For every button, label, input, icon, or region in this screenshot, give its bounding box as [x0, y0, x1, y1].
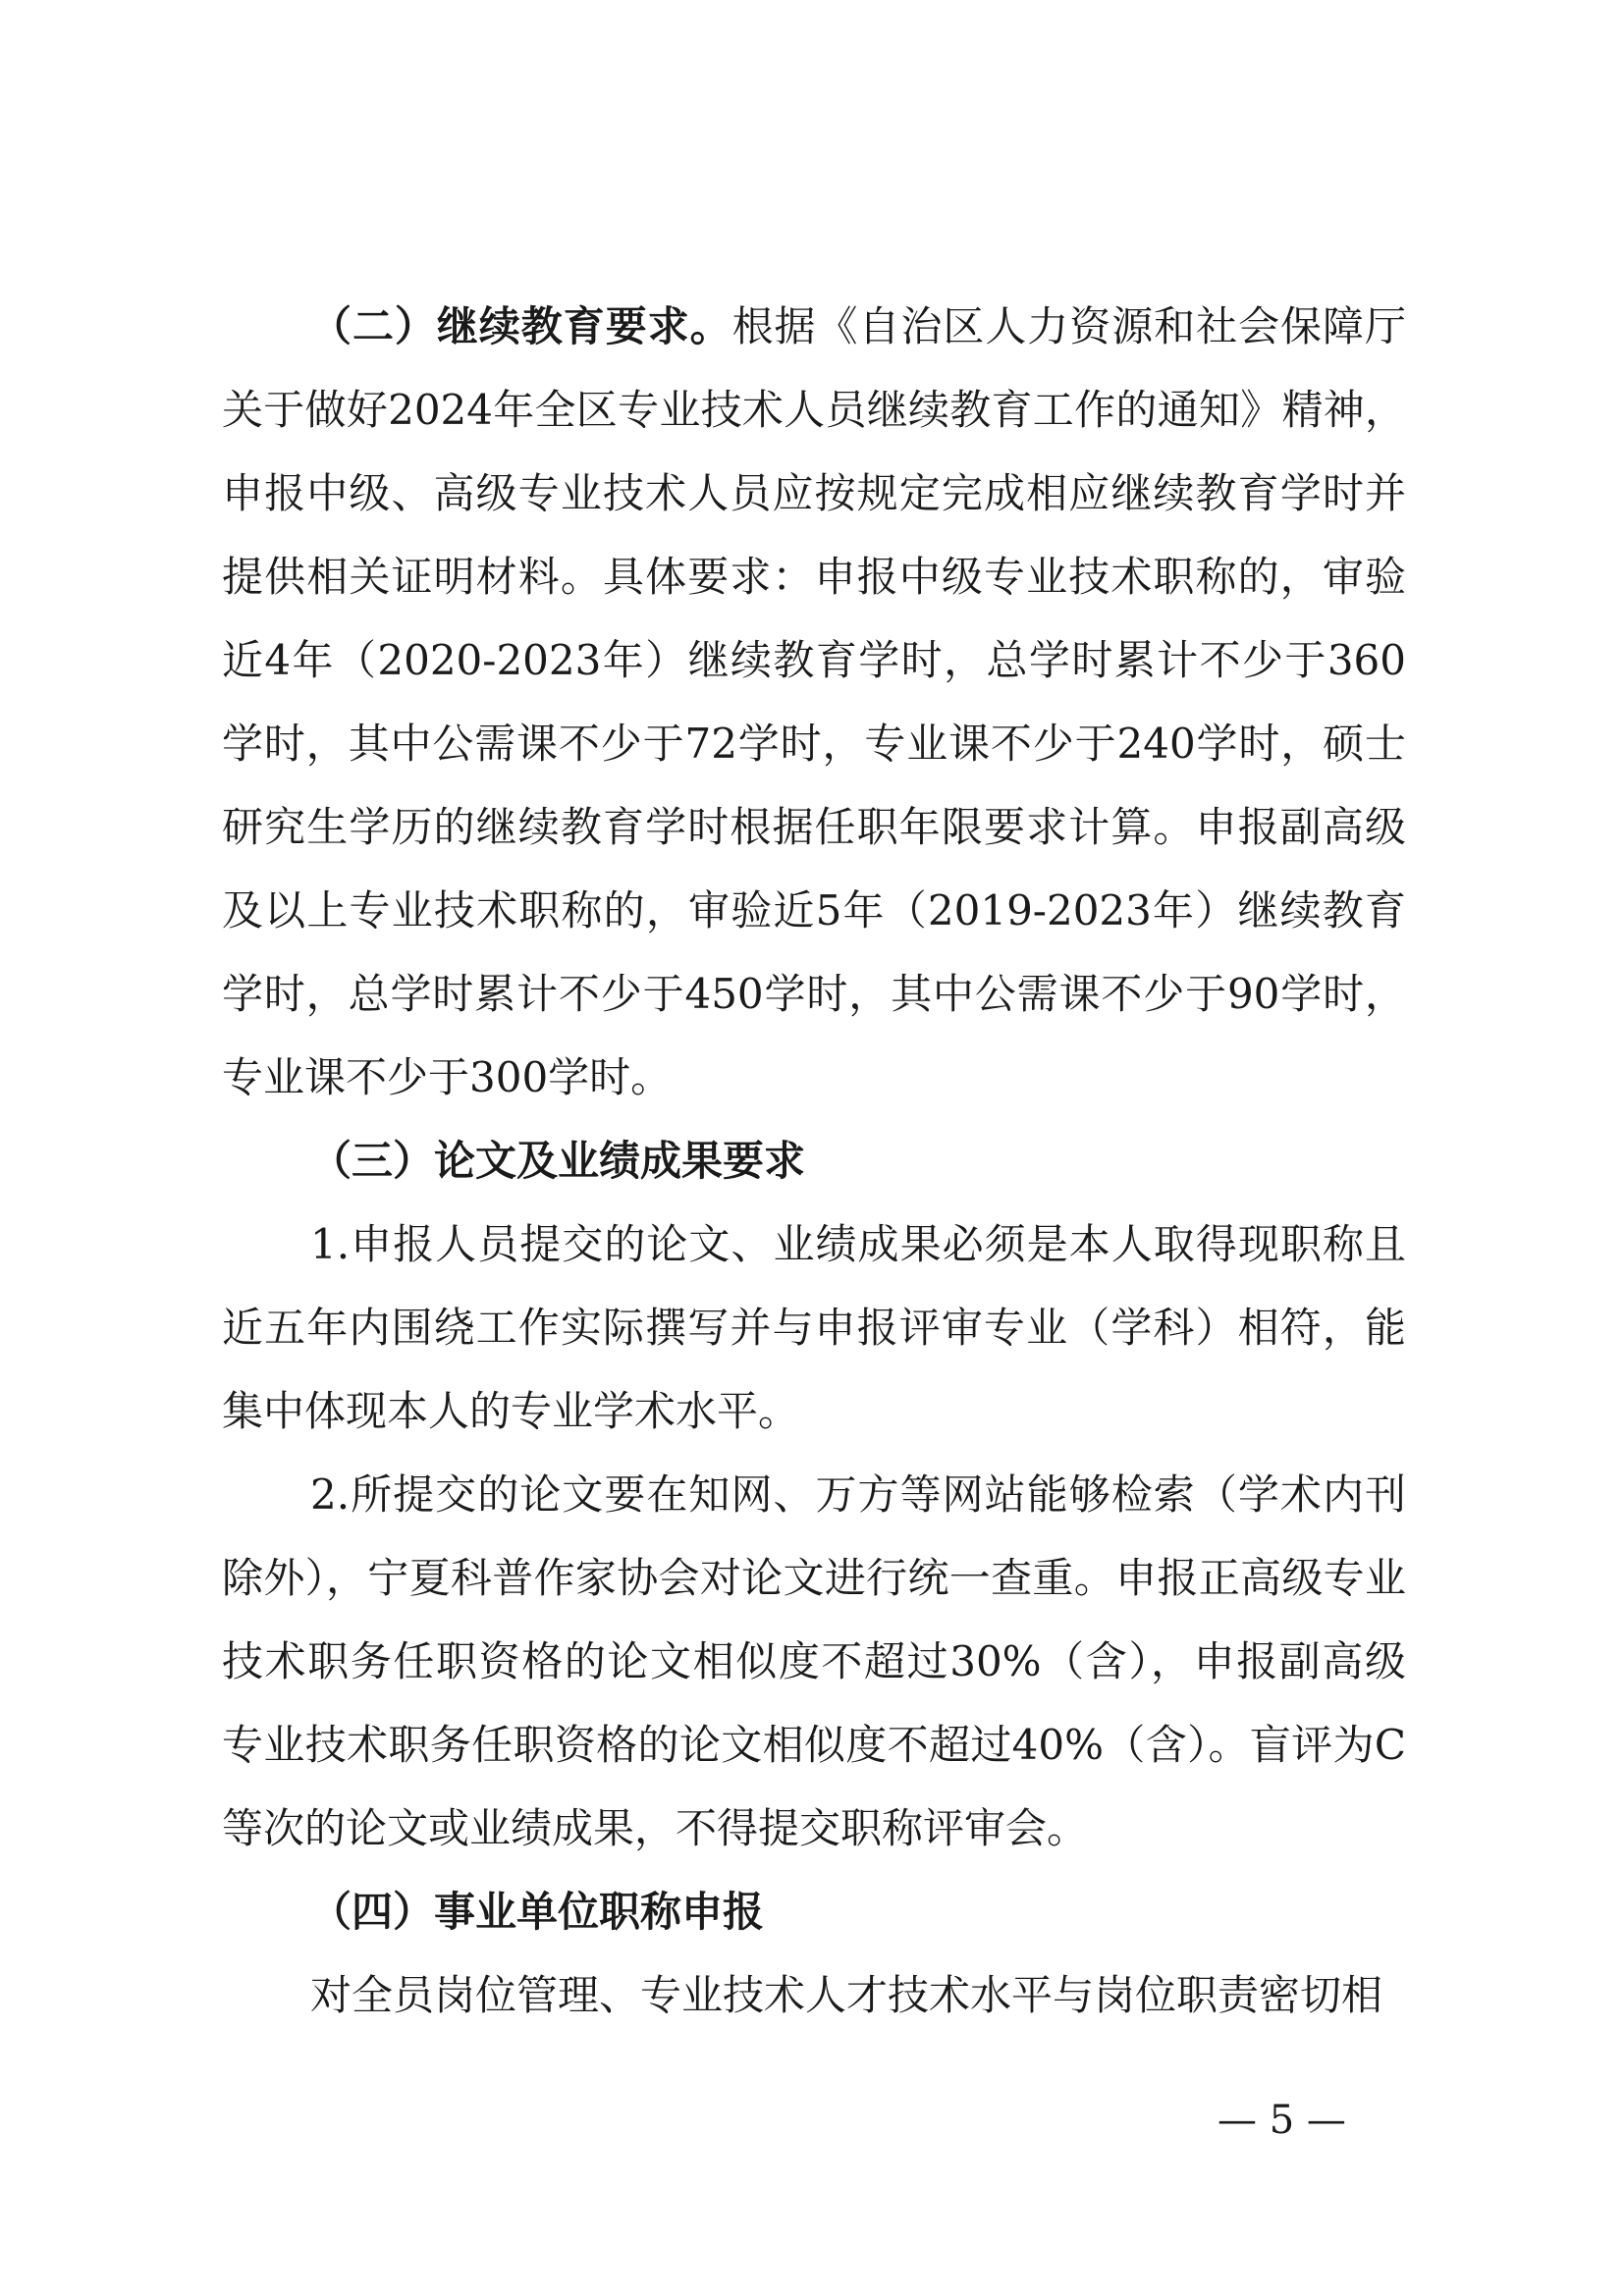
section-3-item-1: 1.申报人员提交的论文、业绩成果必须是本人取得现职称且近五年内围绕工作实际撰写并与申报评审专业（学科）相符，能集中体现本人的专业学术水平。 [222, 1220, 1406, 1435]
section-4-heading: （四）事业单位职称申报 [310, 1888, 765, 1936]
section-3-item-2: 2.所提交的论文要在知网、万方等网站能够检索（学术内刊除外），宁夏科普作家协会对论文进行统一查重。申报正高级专业技术职务任职资格的论文相似度不超过30%（含），申报副高级专业技术职务任职资格的论文相似度不超过40%（含）。盲评为C等次的论文或业绩成果，不得提交职称评审会。 [222, 1470, 1406, 1852]
section-2-paragraph [222, 285, 1406, 1119]
section-2-text: 根据《自治区人力资源和社会保障厅关于做好2024年全区专业技术人员继续教育工作的通知》精神，申报中级、高级专业技术人员应按规定完成相应继续教育学时并提供相关证明材料。具体要求：申报中级专业技术职称的，审验近4年（2020-2023年）继续教育学时，总学时累计不少于360学时，其中公需课不少于72学时，专业课不少于240学时，硕士研究生学历的继续教育学时根据任职年限要求计算。申报副高级及以上专业技术职称的，审验近5年（2019-2023年）继续教育学时，总学时累计不少于450学时，其中公需课不少于90学时，专业课不少于300学时。 [222, 302, 1406, 1101]
section-4-text: 对全员岗位管理、专业技术人才技术水平与岗位职责密切相 [310, 1971, 1383, 2019]
page-number: — 5 — [1218, 2098, 1346, 2143]
document-body [222, 285, 1406, 2037]
section-2-heading: （二）继续教育要求。 [310, 302, 732, 350]
section-3-heading: （三）论文及业绩成果要求 [310, 1137, 806, 1185]
